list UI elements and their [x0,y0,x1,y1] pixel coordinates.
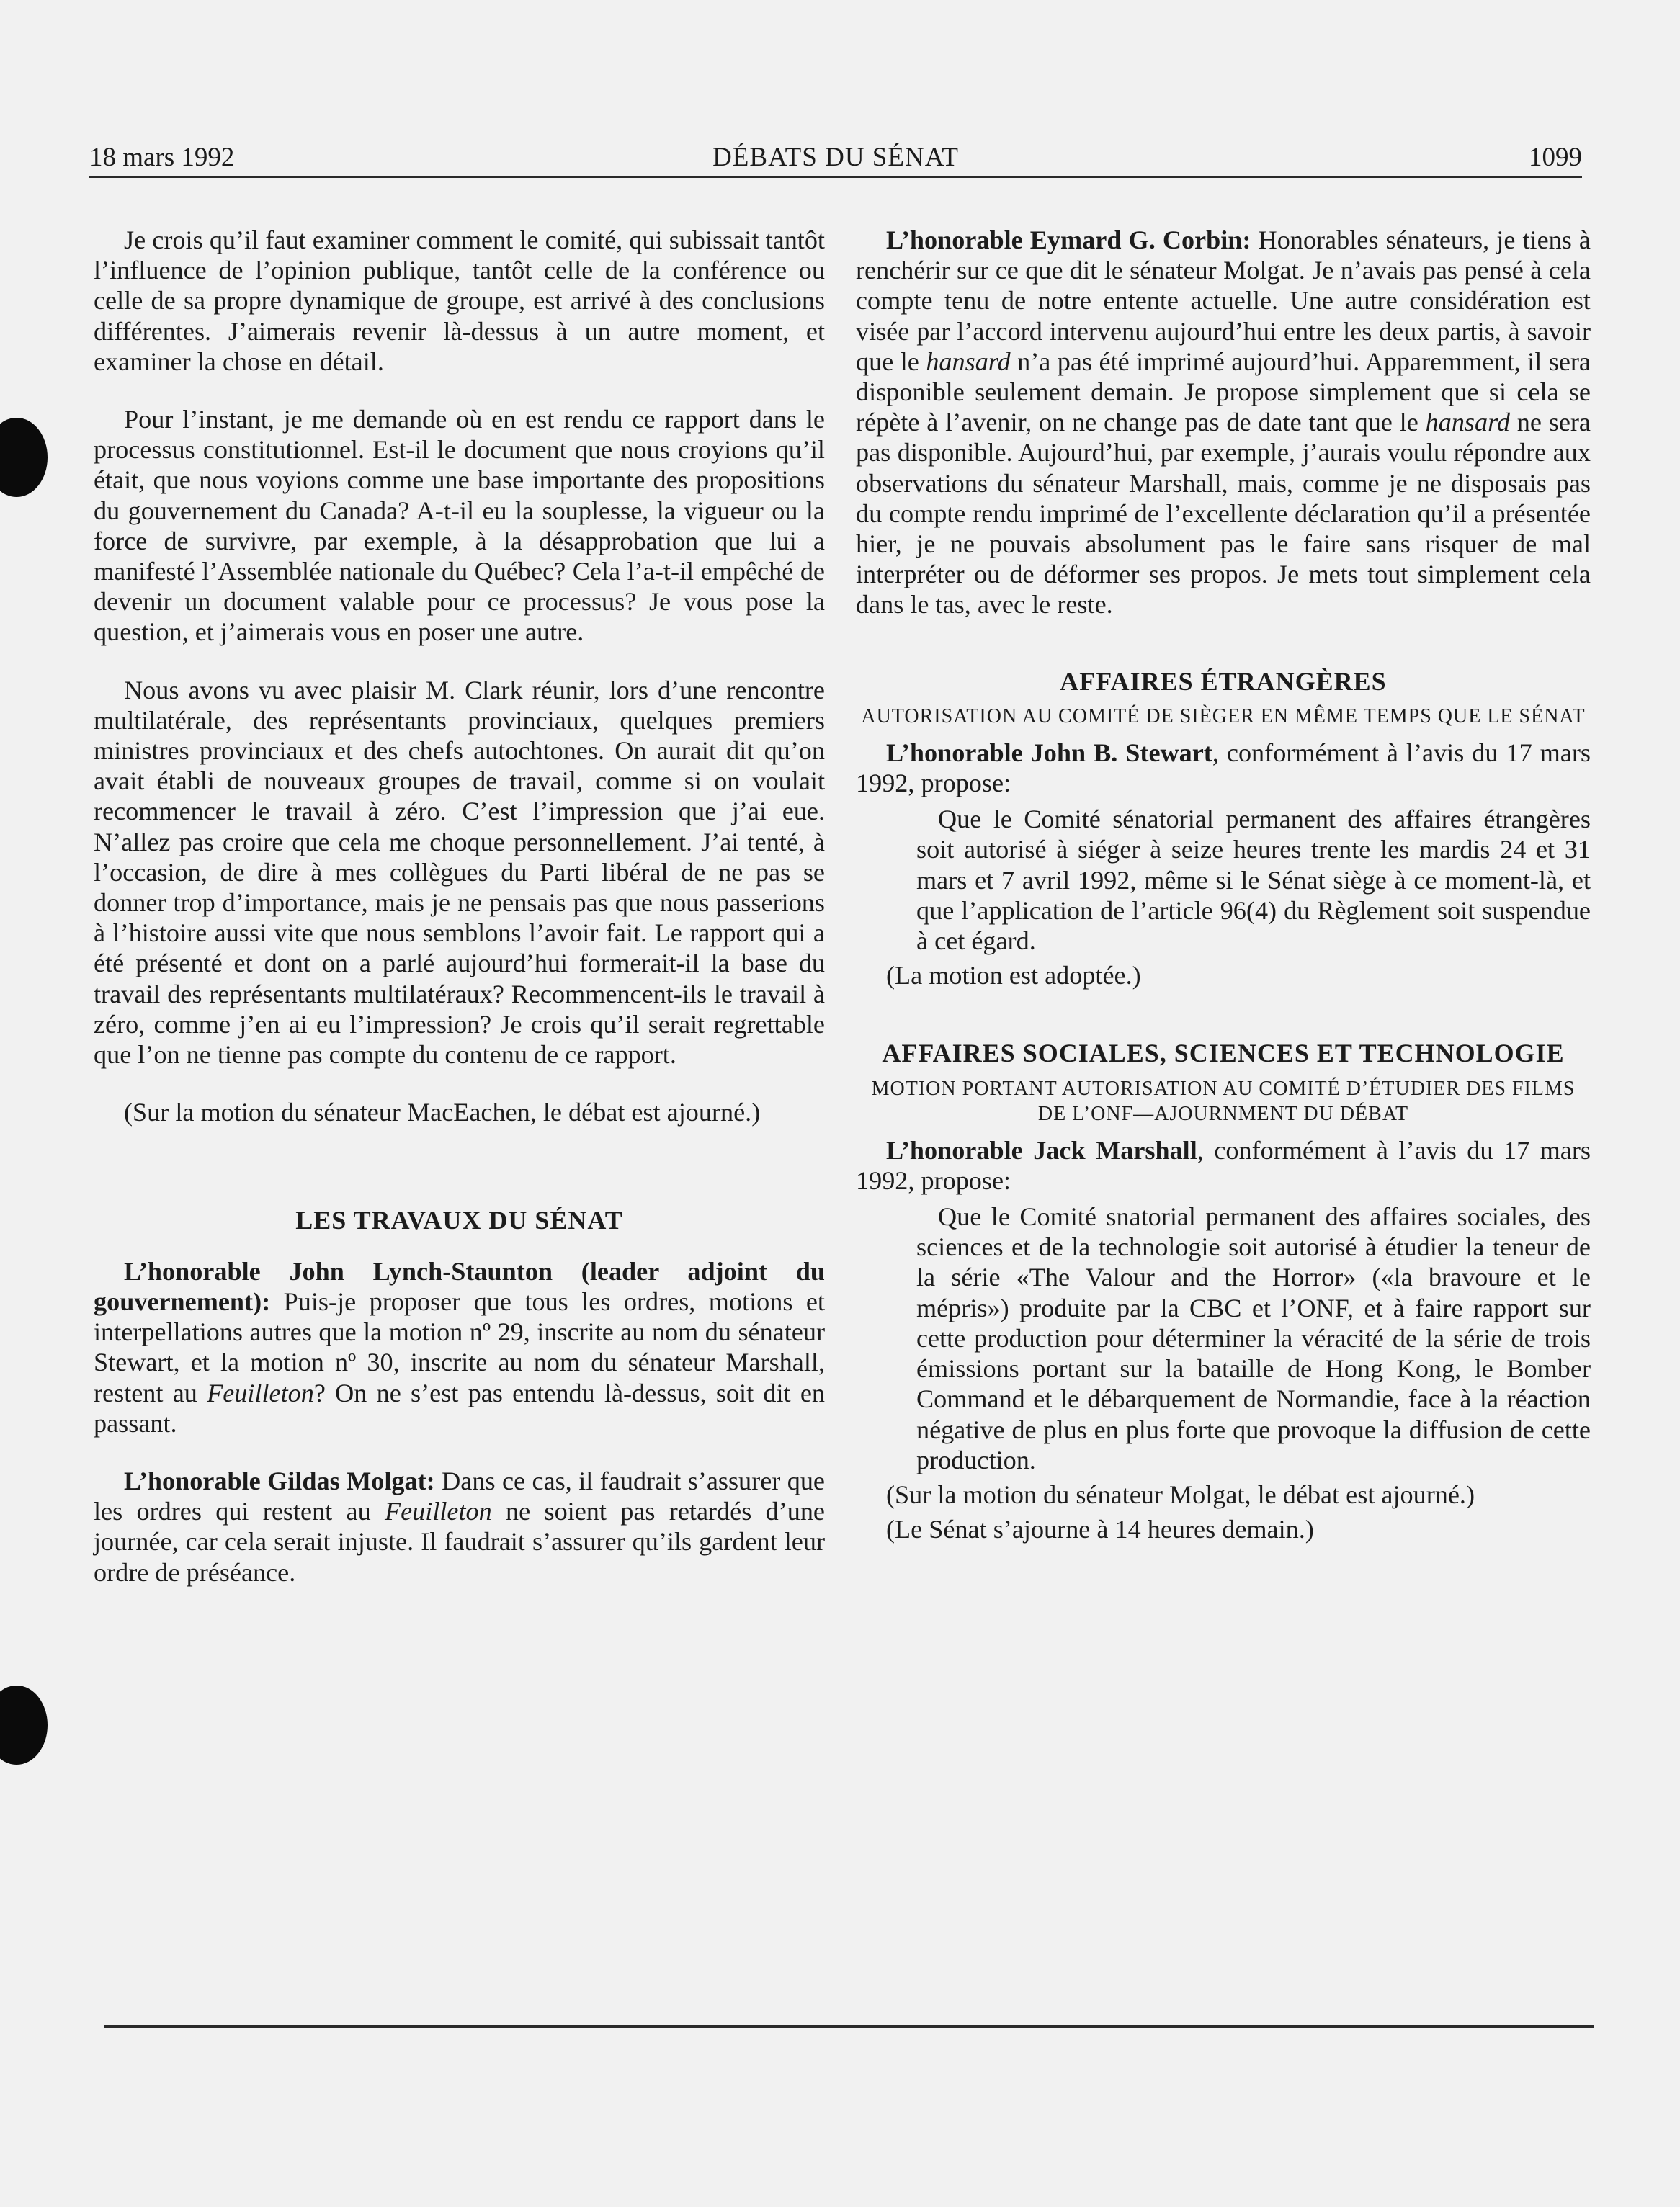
speech-text: Dans ce cas, il faudrait s’assurer que les ordres qui restent au [94,1466,825,1526]
speech-text: ne sera pas disponible. Aujourd’hui, par exemple, j’aurais voulu répondre aux observations du sénateur Marshall, mais, comme je ne disposais pas du compte rendu imprimé de l’excellente déclaration qu’il a présentée hier, je ne pouvais absolument pas le faire sans risquer de mal interpréter ou de déformer ses propos. Je mets tout simplement cela dans le tas, avec le reste. [856,408,1591,619]
section-heading-travaux: LES TRAVAUX DU SÉNAT [295,1206,623,1235]
punch-hole-top [0,418,48,497]
speaker-name: L’honorable John B. Stewart [886,738,1212,767]
page-number: 1099 [1529,143,1582,172]
speech-text: , conformément à l’avis du 17 mars 1992, propose: [856,1135,1591,1195]
motion-quote: Que le Comité snatorial permanent des affaires sociales, des sciences et de la technologie soit autorisé à étudier la teneur de la série «The Valour and the Horror» («la bravoure et le mépris») produite par la CBC et l’ONF, et à faire rapport sur cette production pour déterminer la véracité de la série de trois émissions portant sur la bataille de Hong Kong, le Bomber Command et le débarquement de Normandie, face à la réaction négative de plus en plus forte que provoque la diffusion de cette production. [916,1202,1591,1474]
motion-quote: Que le Comité sénatorial permanent des affaires étrangères soit autorisé à siéger à seize heures trente les mardis 24 et 31 mars et 7 avril 1992, même si le Sénat siège à ce moment-là, et que l’application de l’article 96(4) du Règlement soit suspendue à cet égard. [916,805,1591,956]
motion-paragraph [856,1135,1591,1196]
speech-text: Puis-je proposer que tous les ordres, motions et interpellations autres que la motion nº 29, inscrite au nom du sénateur Stewart, et la motion nº 30, inscrite au nom du sénateur Marshall, restent au [94,1286,825,1407]
punch-hole-bottom [0,1686,48,1765]
speech-text: ? On ne s’est pas entendu là-dessus, soit dit en passant. [94,1378,825,1438]
footer-rule [104,2025,1594,2028]
speaker-name: L’honorable John Lynch-Staunton (leader adjoint du gouvernement): [94,1256,825,1316]
paragraph: Nous avons vu avec plaisir M. Clark réunir, lors d’une rencontre multilatérale, des représentants provinciaux, quelques premiers ministres provinciaux et des chefs autochtones. On aurait dit qu’on avait établi de nouveaux groupes de travail, comme si on voulait recommencer le travail à zéro. C’est l’impression que j’ai eue. N’allez pas croire que cela me choque personnellement. J’ai tenté, à l’occasion, de dire à mes collègues du Parti libéral de ne pas se donner trop d’importance, mais je ne pensais pas que nous passerions à l’histoire aussi vite que nous semblons l’avoir fait. Le rapport qui a été présenté et dont on a parlé aujourd’hui formerait-il la base du travail des représentants multilatéraux? Recommencent-ils le travail à zéro, comme j’en ai eu l’impression? Je crois qu’il serait regrettable que l’on ne tienne pas compte du contenu de ce rapport. [94,675,825,1070]
speech-text: Honorables sénateurs, je tiens à renchérir sur ce que dit le sénateur Molgat. Je n’avais pas pensé à cela compte tenu de notre entente actuelle. Une autre considération est visée par l’accord intervenu aujourd’hui entre les deux partis, à savoir que le [856,225,1591,376]
motion-paragraph [856,738,1591,798]
speaker-name: L’honorable Eymard G. Corbin: [886,225,1251,254]
section-heading-affaires-etrangeres: AFFAIRES ÉTRANGÈRES [1060,666,1387,696]
speech-text: n’a pas été imprimé aujourd’hui. Apparemment, il sera disponible seulement demain. Je propose simplement que si cela se répète à l’avenir, on ne change pas de date tant que le [856,346,1591,437]
speech-text: , conformément à l’avis du 17 mars 1992, propose: [856,738,1591,798]
speech-text: ne soient pas retardés d’une journée, car cela serait injuste. Il faudrait s’assurer qu’ils gardent leur ordre de préséance. [94,1497,825,1587]
header-date: 18 mars 1992 [89,143,235,172]
adjournment-note: (Le Sénat s’ajourne à 14 heures demain.) [886,1515,1314,1544]
speaker-name: L’honorable Gildas Molgat: [124,1466,435,1495]
paragraph: (Sur la motion du sénateur MacEachen, le débat est ajourné.) [124,1098,761,1127]
italic-term: Feuilleton [207,1378,314,1407]
section-subheading: MOTION PORTANT AUTORISATION AU COMITÉ D’ÉTUDIER DES FILMS DE L’ONF—AJOURNMENT DU DÉBAT [871,1077,1576,1125]
italic-term: hansard [926,346,1011,376]
speech-paragraph [856,225,1591,620]
paragraph: Je crois qu’il faut examiner comment le comité, qui subissait tantôt l’influence de l’opinion publique, tantôt celle de la conférence ou celle de sa propre dynamique de groupe, est arrivé à des conclusions différentes. J’aimerais revenir là-dessus à un autre moment, et examiner la chose en détail. [94,225,825,376]
right-column [856,225,1591,1544]
running-header [89,141,1582,178]
section-heading-affaires-sociales: AFFAIRES SOCIALES, SCIENCES ET TECHNOLOGIE [882,1039,1565,1068]
italic-term: hansard [1425,408,1510,437]
motion-result: (Sur la motion du sénateur Molgat, le débat est ajourné.) [886,1479,1475,1509]
header-title: DÉBATS DU SÉNAT [712,143,959,172]
left-column [94,225,825,1588]
speaker-name: L’honorable Jack Marshall [886,1135,1197,1165]
speech-paragraph [94,1466,825,1588]
motion-result: (La motion est adoptée.) [886,961,1141,990]
speech-paragraph [94,1256,825,1438]
section-subheading: AUTORISATION AU COMITÉ DE SIÈGER EN MÊME TEMPS QUE LE SÉNAT [861,704,1586,728]
italic-term: Feuilleton [385,1497,492,1526]
paragraph: Pour l’instant, je me demande où en est rendu ce rapport dans le processus constitutionnel. Est-il le document que nous croyions qu’il était, que nous voyions comme une base importante des propositions du gouvernement du Canada? A-t-il eu la souplesse, la vigueur ou la force de survivre, par exemple, à la désapprobation que lui a manifesté l’Assemblée nationale du Québec? Cela l’a-t-il empêché de devenir un document valable pour ce processus? Je vous pose la question, et j’aimerais vous en poser une autre. [94,405,825,647]
